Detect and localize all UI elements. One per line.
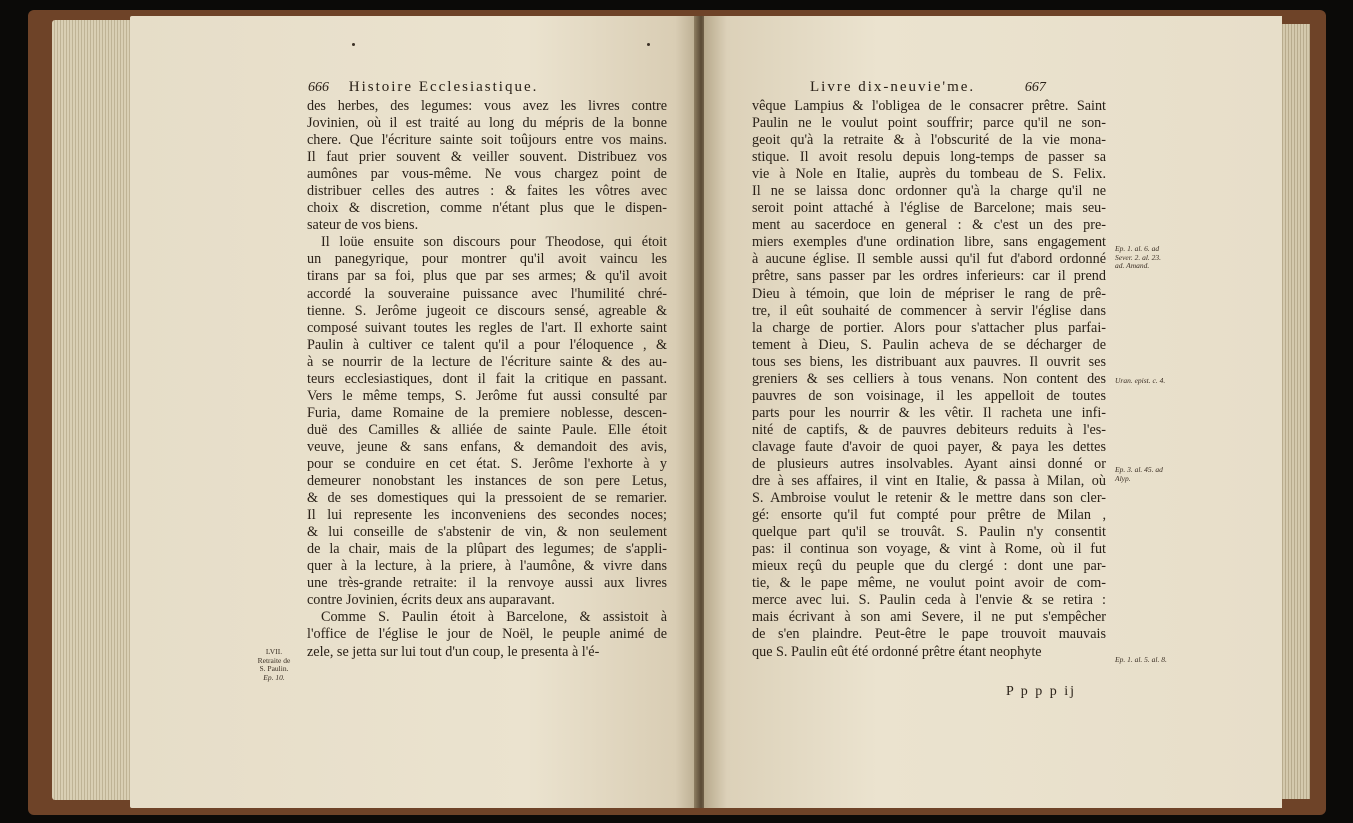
binding-hole [352, 43, 355, 46]
text-line: geoit qu'à la retraite & à l'obscurité de la vie mona- [752, 132, 1106, 149]
text-line: merce avec lui. S. Paulin ceda à l'envie & se retira : [752, 592, 1106, 609]
text-line: mais écrivant à son ami Severe, il ne put s'empêcher [752, 609, 1106, 626]
text-line: Paulin ne le voulut point souffrir; parce qu'il ne son- [752, 115, 1106, 132]
text-line: tement à Dieu, S. Paulin acheva de se décharger de [752, 336, 1106, 353]
text-line: un panegyrique, pour montrer qu'il avoit vaincu les [307, 251, 667, 268]
text-line: greniers & ses celliers à tous venans. Non content des [752, 370, 1106, 387]
margin-section-number: LVII. [265, 647, 283, 656]
text-line: Vers le même temps, S. Jerôme fut aussi consulté par [307, 387, 667, 404]
text-line: composé suivant toutes les regles de l'art. Il exhorte saint [307, 319, 667, 336]
text-line: zele, se jetta sur lui tout d'un coup, le presenta à l'é- [307, 643, 600, 660]
text-line: Il loüe ensuite son discours pour Theodose, qui étoit [321, 234, 667, 251]
text-line: pour se conduire en cet état. S. Jerôme l'exhorte à y [307, 455, 667, 472]
text-line: & de ses domestiques qui la pressoient de se remarier. [307, 490, 667, 507]
text-line: teurs ecclesiastiques, dont il fait la critique en passant. [307, 370, 667, 387]
text-line: demeurer nonobstant les instances de son pere Letus, [307, 473, 667, 490]
text-line: Il faut prier souvent & veiller souvent. Distribuez vos [307, 149, 667, 166]
text-line: Jovinien, où il est traité au long du mépris de la bonne [307, 115, 667, 132]
text-line: gé: ensorte qu'il fut compté pour prêtre de Milan , [752, 507, 1106, 524]
margin-reference: Ep. 10. [263, 672, 285, 682]
right-margin-note: Uran. epist. c. 4. [1115, 376, 1166, 385]
text-line: tirans par sa foi, plus que par ses armes; & qu'il avoit [307, 268, 667, 285]
text-line: tie, & le pape même, ne voulut point avoir de com- [752, 575, 1106, 592]
text-line: Il ne se laissa donc ordonner qu'à la charge qu'il ne [752, 183, 1106, 200]
text-line: l'office de l'église le jour de Noël, le peuple animé de [307, 626, 667, 643]
left-running-title: Histoire Ecclesiastique. [348, 79, 539, 95]
left-margin-note [248, 648, 300, 682]
text-line: clavage faute d'avoir de quoi payer, & paya les dettes [752, 438, 1106, 455]
text-line: & lui conseille de s'abstenir de vin, & non seulement [307, 524, 667, 541]
text-line: pas: il continua son voyage, & vint à Rome, où il fut [752, 541, 1106, 558]
text-line: duë des Camilles & alliée de sainte Paule. Elle étoit [307, 421, 667, 438]
text-line: stique. Il avoit resolu depuis long-temps de passer sa [752, 149, 1106, 166]
left-page-edges [52, 20, 134, 800]
right-margin-note: Ep. 3. al. 45. ad Alyp. [1115, 465, 1163, 483]
text-line: Comme S. Paulin étoit à Barcelone, & assistoit à [321, 609, 667, 626]
text-line: de plusieurs autres insolvables. Ayant ainsi donné or [752, 455, 1106, 472]
text-line: dre à ses affaires, il vint en Italie, & passa à Milan, où [752, 473, 1106, 490]
text-line: distribuer celles des autres : & faites les vôtres avec [307, 183, 667, 200]
text-line: à se nourrir de la lecture de l'écriture sainte & des au- [307, 353, 667, 370]
text-line: chere. Que l'écriture sainte soit toûjours entre vos mains. [307, 132, 667, 149]
text-line: Dieu à témoin, que loin de mépriser le rang de prê- [752, 285, 1106, 302]
binding-hole [647, 43, 650, 46]
text-line: vie à Nole en Italie, auprès du tombeau de S. Felix. [752, 166, 1106, 183]
right-margin-note: Ep. 1. al. 6. ad Sever. 2. al. 23. ad. Amand. [1115, 244, 1162, 270]
text-line: quer à la lecture, à la priere, à l'aumône, & vivre dans [307, 558, 667, 575]
right-page-edges [1280, 24, 1310, 799]
left-running-head [308, 79, 538, 96]
margin-title-line: S. Paulin. [259, 664, 289, 673]
text-line: parts pour les nourrir & les vêtir. Il racheta une infi- [752, 404, 1106, 421]
text-line: Il lui represente les inconveniens des secondes noces; [307, 507, 667, 524]
right-page [704, 16, 1282, 808]
text-line: quelque part qu'il se trouvât. S. Paulin n'y consentit [752, 524, 1106, 541]
left-page-number: 666 [308, 80, 329, 95]
margin-title-line: Retraite de [257, 655, 291, 665]
text-line: la charge de portier. Alors pour s'attacher plus parfai- [752, 319, 1106, 336]
right-running-title: Livre dix-neuvie'me. [810, 79, 976, 95]
text-line: tienne. S. Jerôme jugeoit ce discours sensé, agreable & [307, 302, 667, 319]
text-line: contre Jovinien, écrits deux ans auparavant. [307, 592, 555, 609]
text-line: miers exemples d'une ordination libre, sans engagement [752, 234, 1106, 251]
text-line: Paulin à cultiver ce talent qu'il a pour l'éloquence , & [307, 336, 667, 353]
text-line: choix & discretion, comme n'étant plus que le dispen- [307, 200, 667, 217]
text-line: tous ses biens, les distribuant aux pauvres. Il ouvrit ses [752, 353, 1106, 370]
text-line: accordé la souveraine puissance avec l'humilité chré- [307, 285, 667, 302]
left-body-text [307, 98, 667, 661]
text-line: Furia, dame Romaine de la premiere noblesse, descen- [307, 404, 667, 421]
text-line: des herbes, des legumes: vous avez les livres contre [307, 98, 667, 114]
text-line: sateur de vos biens. [307, 217, 419, 234]
text-line: pauvres de son voisinage, il les appelloit de toutes [752, 387, 1106, 404]
text-line: S. Ambroise voulut le retenir & le mettre dans son cler- [752, 490, 1106, 507]
signature-mark: P p p p ij [1006, 684, 1077, 699]
text-line: une très-grande retraite: il la renvoye aussi aux livres [307, 575, 667, 592]
text-line: vêque Lampius & l'obligea de le consacrer prêtre. Saint [752, 98, 1106, 114]
right-body-text [752, 98, 1106, 661]
left-page [130, 16, 698, 808]
text-line: à aucune église. Il semble aussi qu'il fut d'abord ordonné [752, 251, 1106, 268]
text-line: ment au sacerdoce en general : & c'est un des pre- [752, 217, 1106, 234]
text-line: que S. Paulin eût été ordonné prêtre étant neophyte [752, 643, 1042, 660]
text-line: tre, il eût souhaité de commencer à servir l'église dans [752, 302, 1106, 319]
right-page-number: 667 [1024, 80, 1046, 95]
text-line: nité de captifs, & de pauvres debiteurs reduits à l'es- [752, 421, 1106, 438]
text-line: mieux reçû du peuple que du clergé : dont une par- [752, 558, 1106, 575]
text-line: seroit point attaché à l'église de Barcelone; mais seu- [752, 200, 1106, 217]
text-line: de s'en plaindre. Peut-être le pape trouvoit mauvais [752, 626, 1106, 643]
right-margin-note: Ep. 1. al. 5. al. 8. [1115, 655, 1167, 664]
right-running-head [810, 79, 1046, 96]
text-line: veuve, jeune & sans enfans, & demandoit des avis, [307, 438, 667, 455]
text-line: prêtre, sans passer par les ordres inferieurs: car il prend [752, 268, 1106, 285]
text-line: aumônes par vous-même. Ne vous chargez point de [307, 166, 667, 183]
text-line: de la chair, mais de la plûpart des legumes; de s'appli- [307, 541, 667, 558]
